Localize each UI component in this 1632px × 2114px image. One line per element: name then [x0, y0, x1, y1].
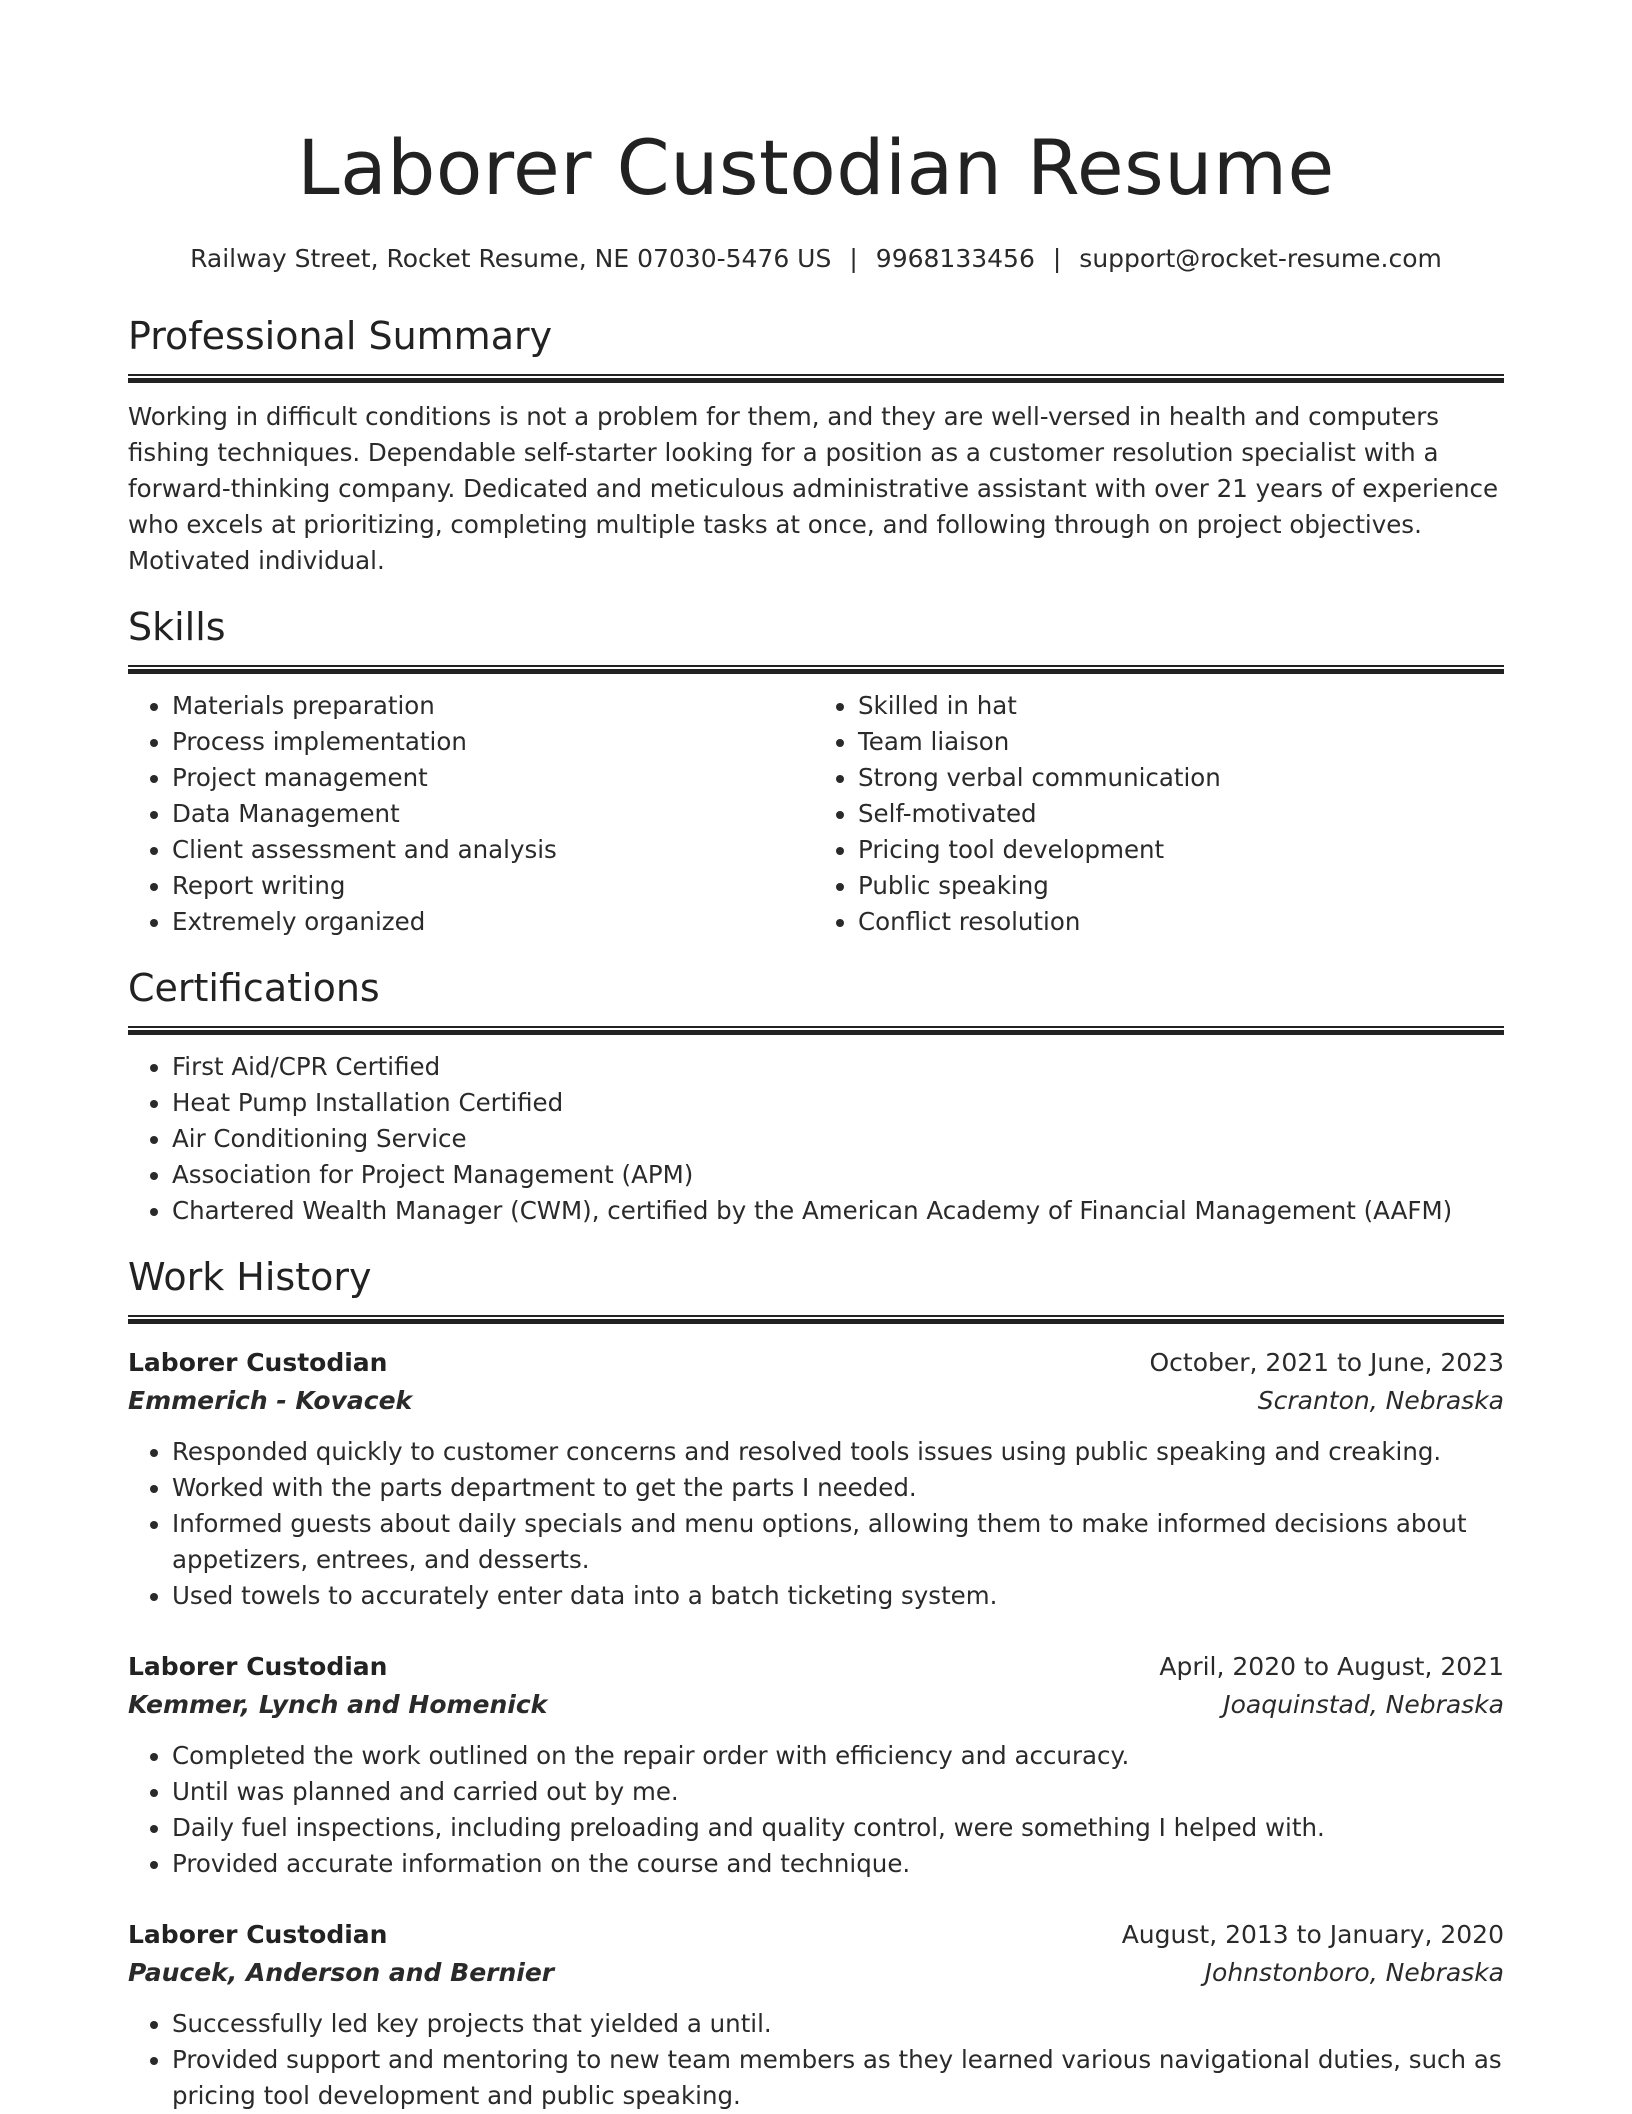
list-item: • Team liaison [858, 724, 1504, 760]
certifications-section [128, 962, 1504, 1229]
job-subheader-row [128, 1954, 1504, 1992]
section-heading-summary: Professional Summary [128, 314, 553, 358]
summary-text: Working in difficult conditions is not a problem for them, and they are well-versed in health and computers fishing techniques. Dependable self-starter looking for a position as a customer resolution specialist with a forward-thinking company. Dedicated and meticulous administrative assistant with over 21 years of experience who excels at prioritizing, completing multiple tasks at once, and following through on project objectives. Motivated individual. [128, 402, 1499, 575]
section-divider [128, 1315, 1504, 1324]
list-item: • Completed the work outlined on the repair order with efficiency and accuracy. [172, 1738, 1504, 1774]
list-item: • Provided accurate information on the course and technique. [172, 1846, 1504, 1882]
work-history-section [128, 1251, 1504, 2114]
job-subheader-row [128, 1382, 1504, 1420]
job-location: Johnstonboro, Nebraska [1204, 1958, 1504, 1987]
contact-line [128, 242, 1504, 276]
section-divider [128, 374, 1504, 383]
list-item: • Skilled in hat [858, 688, 1504, 724]
list-item: • Association for Project Management (APM) [172, 1157, 1504, 1193]
job-company: Emmerich - Kovacek [128, 1386, 413, 1415]
list-item: • Informed guests about daily specials and menu options, allowing them to make informed decisions about appetizers, entrees, and desserts. [172, 1506, 1504, 1578]
list-item: • Self-motivated [858, 796, 1504, 832]
list-item: • Pricing tool development [858, 832, 1504, 868]
summary-section [128, 310, 1504, 579]
list-item: • Worked with the parts department to get the parts I needed. [172, 1470, 1504, 1506]
job-dates: August, 2013 to January, 2020 [1121, 1920, 1504, 1949]
list-item: • Extremely organized [172, 904, 818, 940]
contact-email: support@rocket-resume.com [1079, 244, 1442, 273]
job-header-row [128, 1648, 1504, 1686]
skills-section [128, 601, 1504, 940]
job-dates: October, 2021 to June, 2023 [1149, 1348, 1504, 1377]
page-title: Laborer Custodian Resume [297, 123, 1335, 212]
list-item: • Public speaking [858, 868, 1504, 904]
job-entry [128, 1648, 1504, 1882]
list-item: • Responded quickly to customer concerns and resolved tools issues using public speaking and creaking. [172, 1434, 1504, 1470]
job-header-row [128, 1916, 1504, 1954]
job-entry [128, 1344, 1504, 1614]
list-item: • Air Conditioning Service [172, 1121, 1504, 1157]
contact-phone: 9968133456 [875, 244, 1035, 273]
list-item: • Conflict resolution [858, 904, 1504, 940]
contact-separator: | [849, 244, 858, 273]
section-heading-certifications: Certifications [128, 966, 380, 1010]
job-bullets [128, 2006, 1504, 2114]
list-item: • Strong verbal communication [858, 760, 1504, 796]
job-location: Joaquinstad, Nebraska [1223, 1690, 1504, 1719]
job-bullets [128, 1434, 1504, 1614]
job-subheader-row [128, 1686, 1504, 1724]
list-item: • Successfully led key projects that yielded a until. [172, 2006, 1504, 2042]
job-entry [128, 1916, 1504, 2114]
section-divider [128, 1026, 1504, 1035]
contact-separator: | [1052, 244, 1062, 273]
list-item: • First Aid/CPR Certified [172, 1049, 1504, 1085]
list-item: • Until was planned and carried out by me. [172, 1774, 1504, 1810]
job-title: Laborer Custodian [128, 1652, 388, 1681]
skills-grid [128, 674, 1504, 940]
contact-address: Railway Street, Rocket Resume, NE 07030-5476 US [190, 244, 832, 273]
section-heading-work-history: Work History [128, 1255, 372, 1299]
list-item: • Client assessment and analysis [172, 832, 818, 868]
certifications-list [128, 1049, 1504, 1229]
section-divider [128, 665, 1504, 674]
list-item: • Process implementation [172, 724, 818, 760]
list-item: • Heat Pump Installation Certified [172, 1085, 1504, 1121]
list-item: • Used towels to accurately enter data into a batch ticketing system. [172, 1578, 1504, 1614]
list-item: • Materials preparation [172, 688, 818, 724]
list-item: • Project management [172, 760, 818, 796]
job-company: Paucek, Anderson and Bernier [128, 1958, 555, 1987]
skills-list-left [128, 688, 818, 940]
job-title: Laborer Custodian [128, 1348, 388, 1377]
job-company: Kemmer, Lynch and Homenick [128, 1690, 548, 1719]
section-heading-skills: Skills [128, 605, 226, 649]
job-dates: April, 2020 to August, 2021 [1159, 1652, 1504, 1681]
skills-list-right [818, 688, 1504, 940]
list-item: • Data Management [172, 796, 818, 832]
job-header-row [128, 1344, 1504, 1382]
job-location: Scranton, Nebraska [1257, 1386, 1504, 1415]
job-title: Laborer Custodian [128, 1920, 388, 1949]
list-item: • Daily fuel inspections, including preloading and quality control, were something I helped with. [172, 1810, 1504, 1846]
list-item: • Chartered Wealth Manager (CWM), certified by the American Academy of Financial Management (AAFM) [172, 1193, 1504, 1229]
job-bullets [128, 1738, 1504, 1882]
list-item: • Provided support and mentoring to new team members as they learned various navigational duties, such as pricing tool development and public speaking. [172, 2042, 1504, 2114]
list-item: • Report writing [172, 868, 818, 904]
